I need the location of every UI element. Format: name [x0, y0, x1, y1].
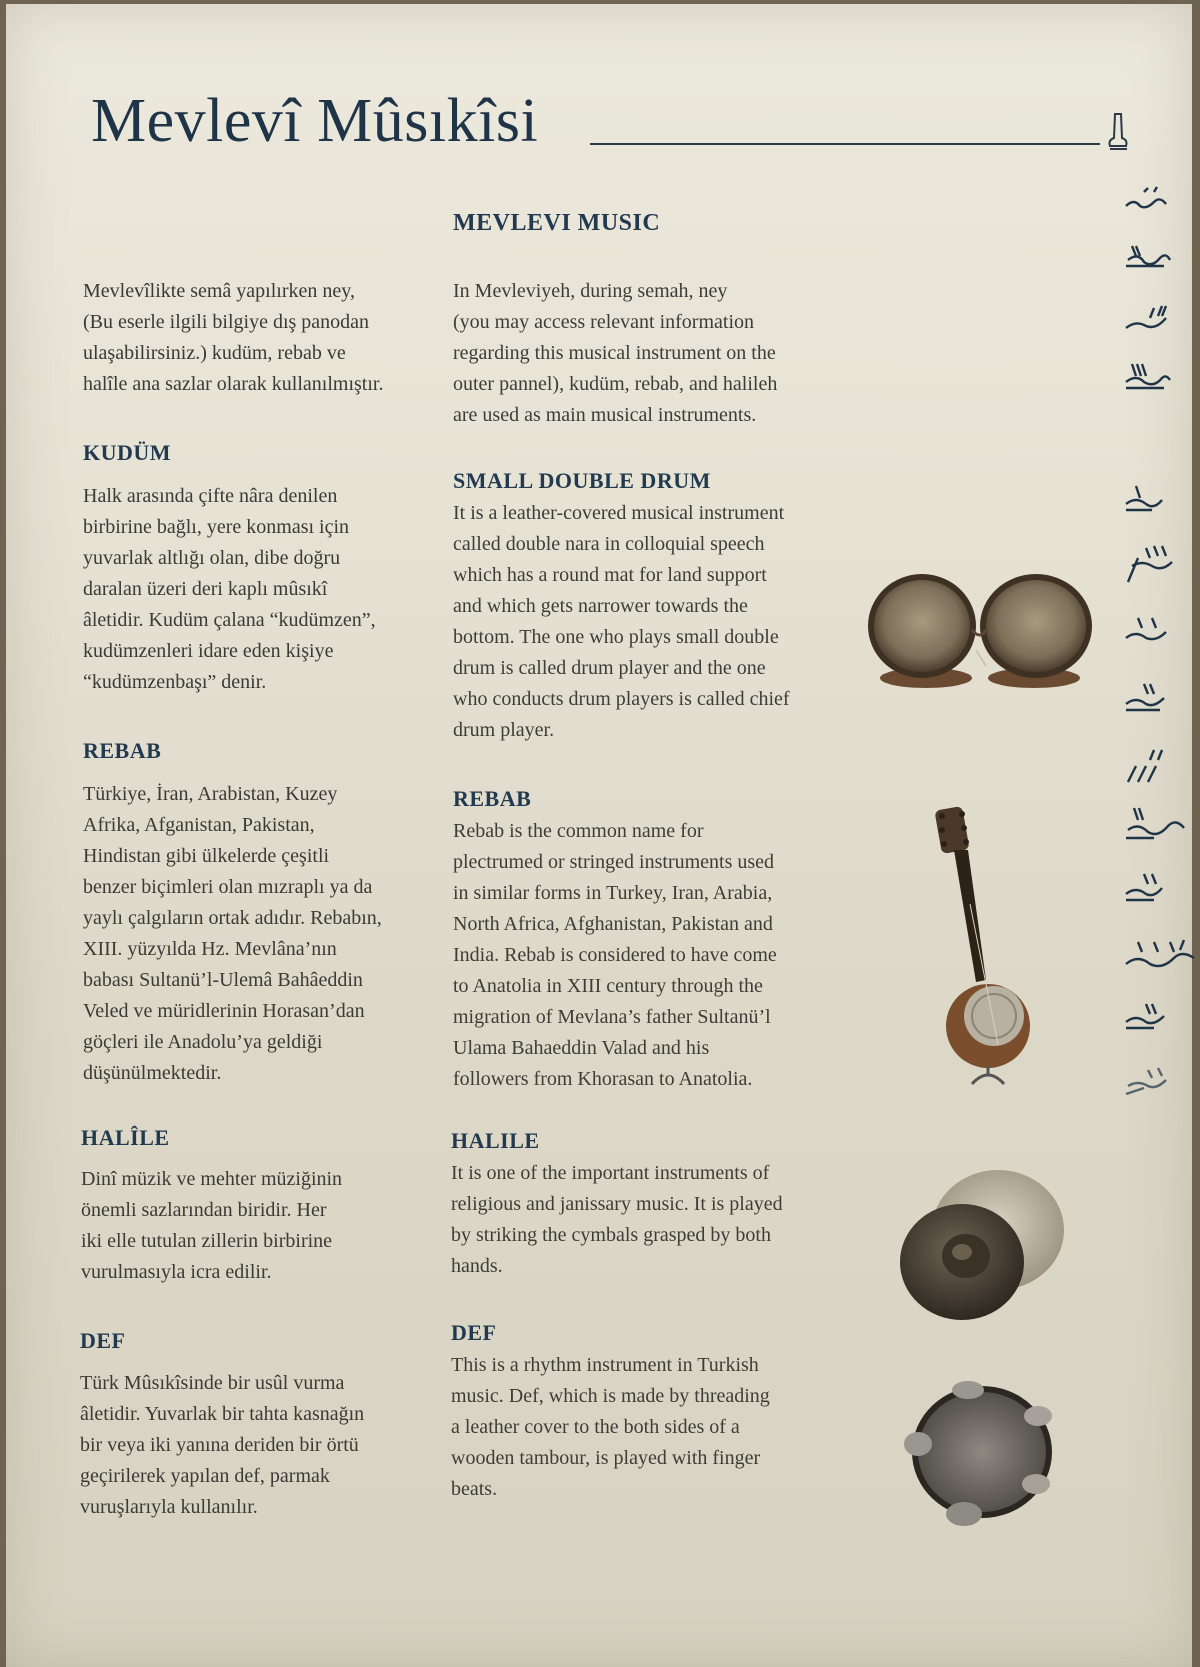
title-divider [590, 143, 1100, 145]
notation-mark-icon [1124, 1066, 1170, 1100]
notation-mark-icon [1124, 612, 1170, 646]
en-text-halile: It is one of the important instruments of religious and janissary music. It is played by striking the cymbals grasped by both hands. [451, 1162, 783, 1277]
en-heading-kudum: SMALL DOUBLE DRUM [453, 468, 711, 493]
notation-mark-icon [1124, 360, 1172, 394]
tr-heading-rebab: REBAB [83, 738, 162, 763]
notation-mark-icon [1124, 242, 1172, 272]
notation-mark-icon [1124, 746, 1170, 786]
tr-text-rebab: Türkiye, İran, Arabistan, Kuzey Afrika, Afganistan, Pakistan, Hindistan gibi ülkelerde çeşitli benzer biçimleri olan mızraplı ya da yaylı çalgıların ortak adıdır. Rebabın, XIII. yüzyılda Hz. Mevlâna’nın babası Sultanü’l-Ulemâ Bahâeddin Veled ve müridlerinin Horasan’dan göçleri ile Anadolu’ya geldiği düşünülmektedir. [83, 783, 382, 1084]
notation-mark-icon [1124, 304, 1172, 334]
tr-text-def: Türk Mûsıkîsinde bir usûl vurma âletidir. Yuvarlak bir tahta kasnağın bir veya iki yanına deriden bir örtü geçirilerek yapılan def, parmak vuruşlarıyla kullanılır. [80, 1372, 365, 1518]
tr-heading-kudum: KUDÜM [83, 440, 172, 465]
en-text-kudum: It is a leather-covered musical instrument called double nara in colloquial speech which has a round mat for land support and which gets narrower towards the bottom. The one who plays small double drum is called drum player and the one who conducts drum players is called chief drum player. [453, 502, 790, 741]
halile-cymbals-image [896, 1168, 1066, 1324]
en-title: MEVLEVI MUSIC [453, 210, 661, 236]
tr-heading-halile: HALÎLE [81, 1125, 170, 1150]
en-heading-halile: HALILE [451, 1128, 540, 1153]
notation-mark-icon [1124, 936, 1196, 972]
en-text-rebab: Rebab is the common name for plectrumed or stringed instruments used in similar forms in Turkey, Iran, Arabia, North Africa, Afghanistan, Pakistan and India. Rebab is considered to have come to Anatolia in XIII century through the migration of Mevlana’s father Sultanü’l Ulama Bahaeddin Valad and his followers from Khorasan to Anatolia. [453, 820, 777, 1090]
notation-mark-icon [1124, 1000, 1170, 1034]
page-title: Mevlevî Mûsıkîsi [91, 87, 539, 155]
exhibit-panel [6, 4, 1192, 1667]
notation-mark-icon [1124, 680, 1170, 716]
en-text-def: This is a rhythm instrument in Turkish music. Def, which is made by threading a leather cover to the both sides of a wooden tambour, is played with finger beats. [451, 1354, 770, 1500]
tr-text-halile: Dinî müzik ve mehter müziğinin önemli sazlarından biridir. Her iki elle tutulan zillerin birbirine vurulmasıyla icra edilir. [81, 1168, 343, 1283]
notation-mark-icon [1124, 544, 1174, 584]
tr-heading-def: DEF [80, 1328, 126, 1353]
tr-intro: Mevlevîlikte semâ yapılırken ney, (Bu eserle ilgili bilgiye dış panodan ulaşabilirsiniz.) kudüm, rebab ve halîle ana sazlar olarak kullanılmıştır. [83, 280, 384, 395]
tr-text-kudum: Halk arasında çifte nâra denilen birbirine bağlı, yere konması için yuvarlak altlığı olan, dibe doğru daralan üzeri deri kaplı mûsıkî âletidir. Kudüm çalana “kudümzen”, kudümzenleri idare eden kişiye “kudümzenbaşı” denir. [83, 485, 376, 693]
notation-mark-icon [1124, 482, 1168, 516]
notation-mark-icon [1124, 184, 1168, 214]
ney-flute-icon [1106, 112, 1132, 152]
en-intro: In Mevleviyeh, during semah, ney (you may access relevant information regarding this musical instrument on the outer pannel), kudüm, rebab, and halileh are used as main musical instruments. [453, 280, 778, 426]
en-heading-rebab: REBAB [453, 786, 532, 811]
notation-mark-icon [1124, 870, 1168, 906]
notation-mark-icon [1124, 804, 1186, 844]
en-heading-def: DEF [451, 1320, 497, 1345]
def-tambourine-image [898, 1374, 1064, 1532]
rebab-instrument-image [932, 804, 1032, 1092]
kudum-drum-image [864, 570, 1094, 694]
